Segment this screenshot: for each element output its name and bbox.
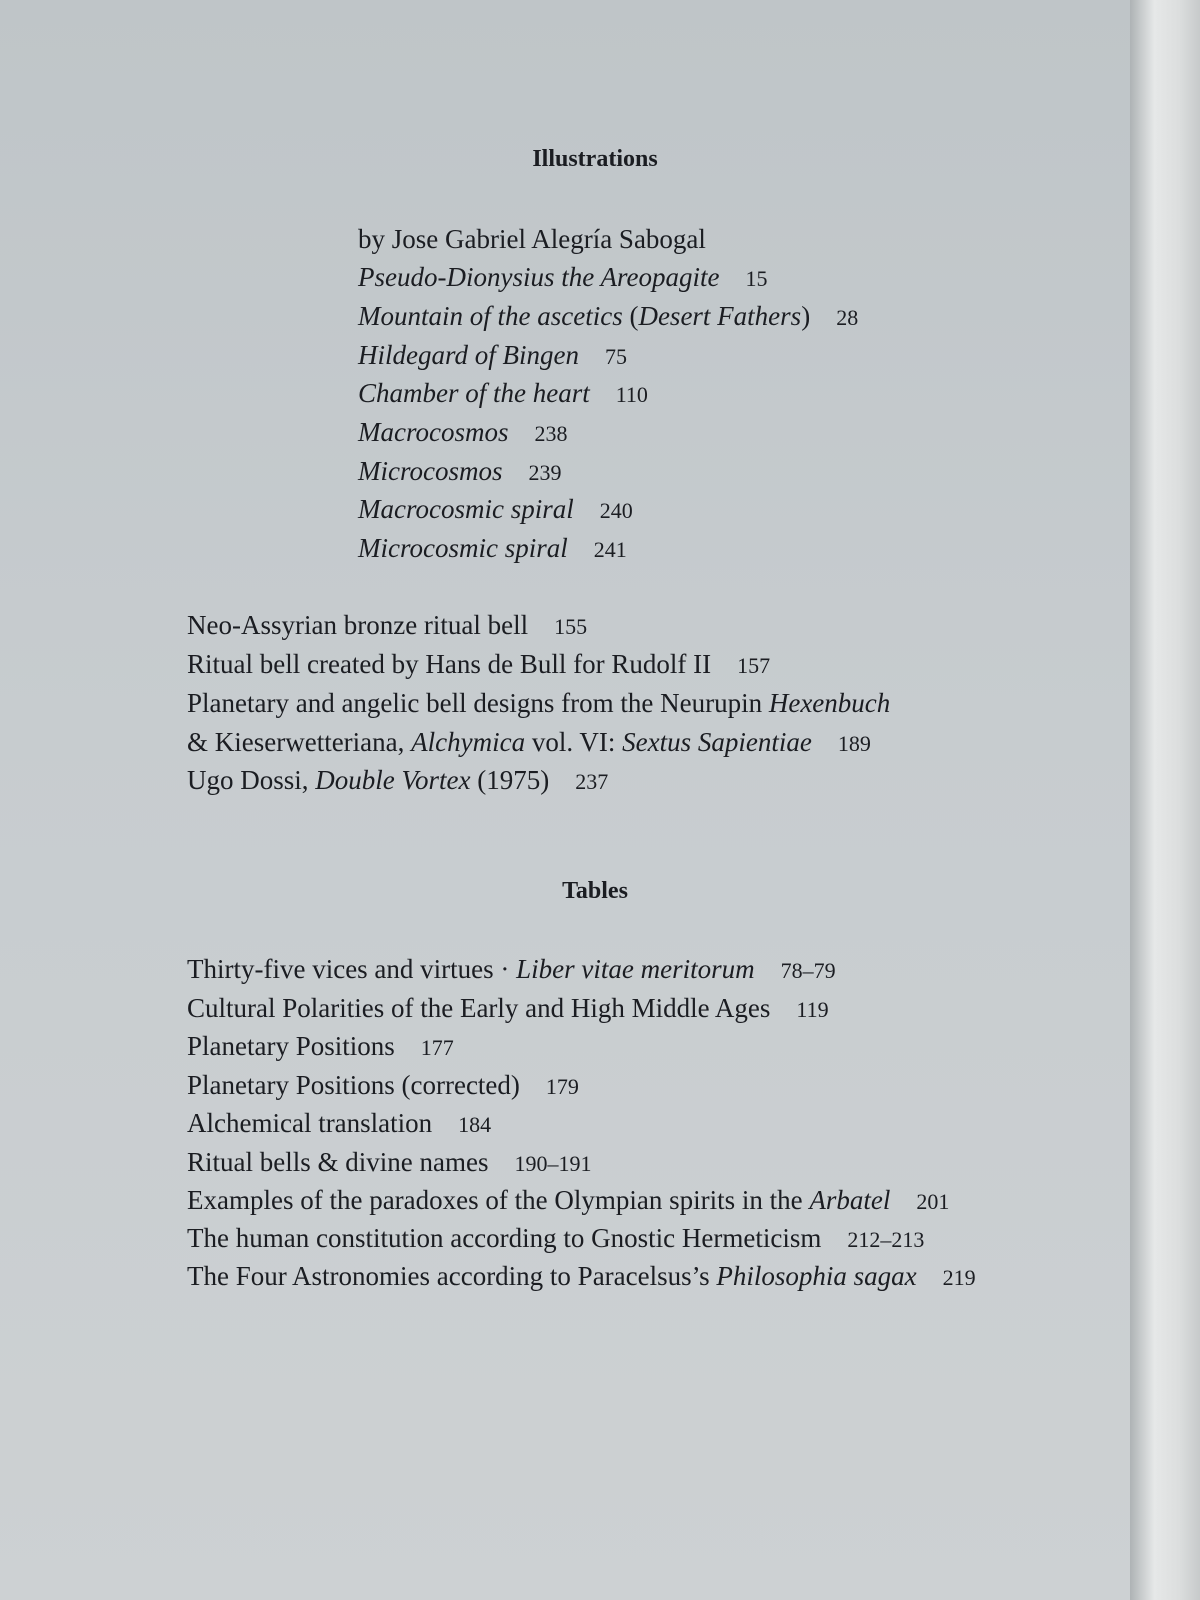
entry-title: Double Vortex xyxy=(315,765,471,795)
entry-volume: vol. VI: xyxy=(525,727,623,757)
illustration-entry xyxy=(187,649,770,681)
table-entry xyxy=(187,1223,924,1255)
tables-heading: Tables xyxy=(562,878,628,904)
illustration-entry xyxy=(187,688,890,718)
plate-entry xyxy=(358,262,767,294)
illustrations-byline: by Jose Gabriel Alegría Sabogal xyxy=(358,224,706,254)
entry-title: Examples of the paradoxes of the Olympian spirits in the xyxy=(187,1185,810,1215)
book-edge xyxy=(1130,0,1200,1600)
page-number: 75 xyxy=(604,344,627,369)
entry-title: Alchemical translation xyxy=(187,1108,433,1138)
table-entry xyxy=(187,1108,491,1140)
plate-entry xyxy=(358,494,633,526)
entry-source: Hexenbuch xyxy=(768,688,891,718)
plate-entry xyxy=(358,456,561,488)
page-number: 239 xyxy=(528,460,562,485)
table-entry xyxy=(187,993,829,1025)
paren-close: ) xyxy=(801,301,811,331)
page-number: 179 xyxy=(545,1074,579,1099)
entry-title: The human constitution according to Gnostic Hermeticism xyxy=(187,1223,822,1253)
plate-entry xyxy=(358,301,858,333)
table-entry xyxy=(187,1147,591,1179)
page-number: 184 xyxy=(458,1112,492,1137)
plate-title: Hildegard of Bingen xyxy=(358,340,579,370)
page-number: 237 xyxy=(575,769,609,794)
table-entry xyxy=(187,954,836,986)
entry-title: Planetary Positions xyxy=(187,1031,395,1061)
page-number: 189 xyxy=(837,731,871,756)
entry-source: Arbatel xyxy=(809,1185,891,1215)
illustrations-heading: Illustrations xyxy=(532,146,658,172)
page-number: 219 xyxy=(942,1265,976,1290)
page-number: 157 xyxy=(737,653,771,678)
page-number: 190–191 xyxy=(514,1151,592,1176)
page-number: 15 xyxy=(745,266,768,291)
page-number: 78–79 xyxy=(780,958,836,983)
entry-source: Alchymica xyxy=(411,727,526,757)
entry-title: The Four Astronomies according to Paracelsus’s xyxy=(187,1261,717,1291)
page-number: 177 xyxy=(420,1035,454,1060)
plate-title: Microcosmos xyxy=(358,456,503,486)
illustration-entry xyxy=(187,765,608,797)
entry-year: (1975) xyxy=(470,765,550,795)
page-number: 241 xyxy=(593,537,627,562)
page-number: 110 xyxy=(615,382,648,407)
page-number: 28 xyxy=(836,305,859,330)
plate-subtitle: Desert Fathers xyxy=(638,301,802,331)
page-number: 119 xyxy=(796,997,829,1022)
entry-title: Neo-Assyrian bronze ritual bell xyxy=(187,610,529,640)
table-entry xyxy=(187,1261,976,1293)
entry-author: Ugo Dossi, xyxy=(187,765,316,795)
entry-source: Liber vitae meritorum xyxy=(516,954,755,984)
table-entry xyxy=(187,1185,949,1217)
plate-title: Microcosmic spiral xyxy=(358,533,568,563)
plate-title: Macrocosmic spiral xyxy=(358,494,574,524)
entry-source: Sextus Sapientiae xyxy=(622,727,812,757)
plate-title: Chamber of the heart xyxy=(358,378,590,408)
entry-title: Ritual bell created by Hans de Bull for Rudolf II xyxy=(187,649,712,679)
page-number: 201 xyxy=(916,1189,950,1214)
plate-entry xyxy=(358,378,648,410)
entry-title: Thirty-five vices and virtues · xyxy=(187,954,517,984)
page-number: 240 xyxy=(599,498,633,523)
page-number: 212–213 xyxy=(847,1227,925,1252)
illustration-entry xyxy=(187,610,587,642)
plate-entry xyxy=(358,417,567,449)
paren-open: ( xyxy=(629,301,639,331)
entry-source: Philosophia sagax xyxy=(716,1261,917,1291)
entry-title: Ritual bells & divine names xyxy=(187,1147,489,1177)
illustration-entry-continued xyxy=(187,727,871,759)
plate-title: Macrocosmos xyxy=(358,417,509,447)
entry-title: Planetary and angelic bell designs from the Neurupin xyxy=(187,688,769,718)
page-number: 155 xyxy=(554,614,588,639)
page-number: 238 xyxy=(534,421,568,446)
table-entry xyxy=(187,1070,579,1102)
table-entry xyxy=(187,1031,454,1063)
entry-title: Cultural Polarities of the Early and High Middle Ages xyxy=(187,993,771,1023)
entry-title: Planetary Positions (corrected) xyxy=(187,1070,520,1100)
entry-title: & Kieserwetteriana, xyxy=(187,727,412,757)
plate-entry xyxy=(358,533,627,565)
plate-entry xyxy=(358,340,627,372)
plate-title: Mountain of the ascetics xyxy=(358,301,623,331)
plate-title: Pseudo-Dionysius the Areopagite xyxy=(358,262,720,292)
